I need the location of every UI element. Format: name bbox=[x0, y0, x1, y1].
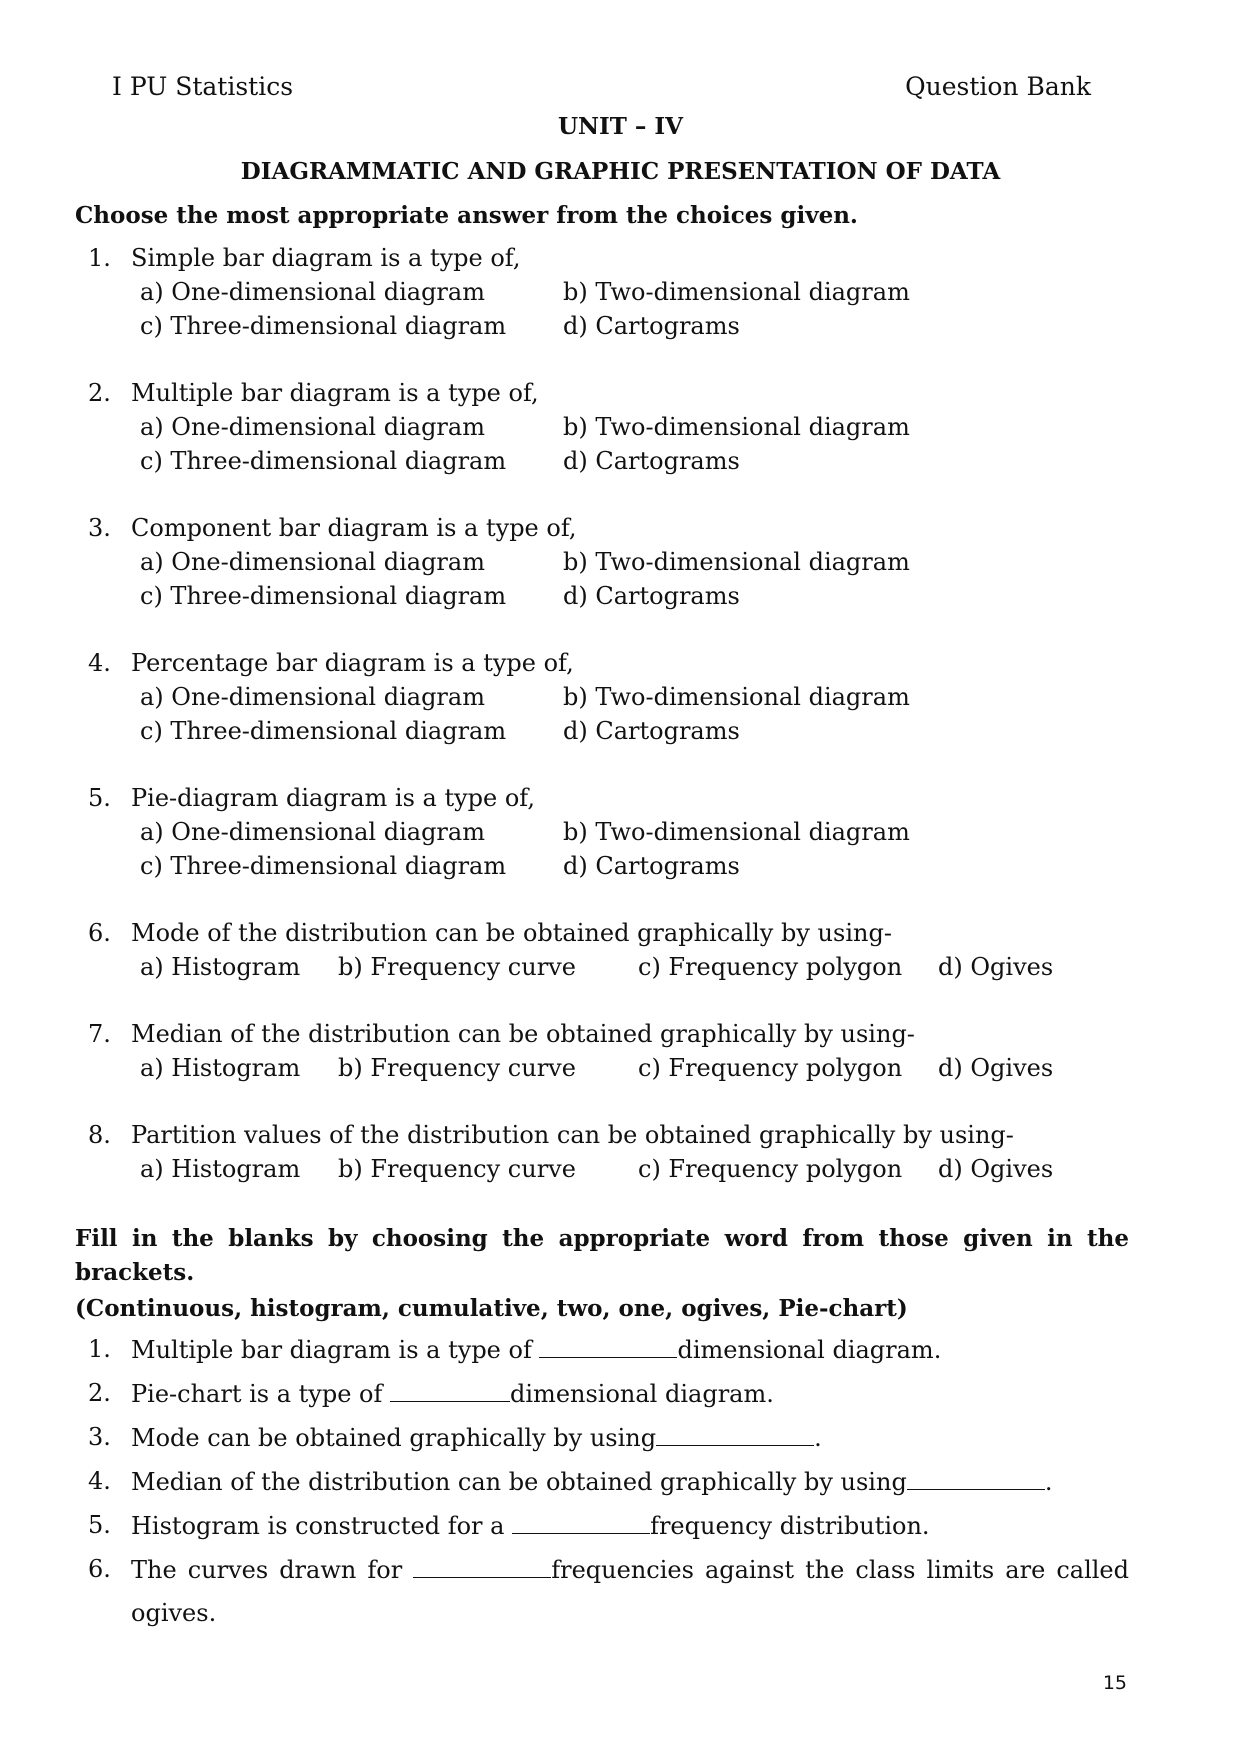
answer-blank[interactable] bbox=[907, 1467, 1045, 1490]
question-text: Pie-diagram diagram is a type of, bbox=[131, 784, 535, 812]
item-text-after: . bbox=[1044, 1468, 1053, 1496]
question-text: Partition values of the distribution can be obtained graphically by using- bbox=[131, 1121, 1014, 1149]
question-number: 4. bbox=[88, 649, 111, 677]
option-d: d) Cartograms bbox=[563, 447, 740, 475]
question-text: Percentage bar diagram is a type of, bbox=[131, 649, 574, 677]
item-number: 1. bbox=[88, 1335, 111, 1363]
fill-item-text bbox=[131, 1555, 1129, 1584]
question-number: 7. bbox=[88, 1020, 111, 1048]
answer-blank[interactable] bbox=[512, 1511, 650, 1534]
answer-blank[interactable] bbox=[656, 1423, 814, 1446]
option-b: b) Two-dimensional diagram bbox=[563, 818, 910, 846]
option-d: d) Cartograms bbox=[563, 717, 740, 745]
option-d: d) Cartograms bbox=[563, 582, 740, 610]
option-d: d) Ogives bbox=[938, 1054, 1054, 1082]
answer-blank[interactable] bbox=[390, 1379, 510, 1402]
option-a: a) Histogram bbox=[140, 1054, 301, 1082]
question-number: 3. bbox=[88, 514, 111, 542]
question-text: Median of the distribution can be obtained graphically by using- bbox=[131, 1020, 915, 1048]
mcq-instruction: Choose the most appropriate answer from the choices given. bbox=[75, 202, 858, 229]
item-text-continuation: ogives. bbox=[131, 1599, 217, 1627]
question-number: 1. bbox=[88, 244, 111, 272]
option-a: a) Histogram bbox=[140, 953, 301, 981]
question-text: Component bar diagram is a type of, bbox=[131, 514, 577, 542]
option-a: a) One-dimensional diagram bbox=[140, 278, 485, 306]
option-a: a) One-dimensional diagram bbox=[140, 683, 485, 711]
option-c: c) Three-dimensional diagram bbox=[140, 852, 507, 880]
question-number: 8. bbox=[88, 1121, 111, 1149]
item-number: 3. bbox=[88, 1423, 111, 1451]
option-c: c) Frequency polygon bbox=[638, 1054, 903, 1082]
fill-instruction-cont: brackets. bbox=[75, 1259, 195, 1286]
option-b: b) Frequency curve bbox=[338, 1054, 576, 1082]
word-choices: (Continuous, histogram, cumulative, two, one, ogives, Pie-chart) bbox=[75, 1295, 908, 1322]
chapter-title: DIAGRAMMATIC AND GRAPHIC PRESENTATION OF DATA bbox=[240, 158, 1001, 185]
item-number: 6. bbox=[88, 1555, 111, 1583]
item-text-after: . bbox=[814, 1424, 822, 1452]
option-c: c) Frequency polygon bbox=[638, 1155, 903, 1183]
page-number: 15 bbox=[1102, 1672, 1127, 1694]
option-b: b) Two-dimensional diagram bbox=[563, 413, 910, 441]
header-subject: I PU Statistics bbox=[112, 72, 294, 101]
item-number: 4. bbox=[88, 1467, 111, 1495]
option-b: b) Two-dimensional diagram bbox=[563, 548, 910, 576]
option-a: a) One-dimensional diagram bbox=[140, 413, 485, 441]
item-text-after: frequency distribution. bbox=[650, 1512, 930, 1540]
item-text-before: Histogram is constructed for a bbox=[131, 1512, 513, 1540]
question-text: Simple bar diagram is a type of, bbox=[131, 244, 521, 272]
unit-heading: UNIT – IV bbox=[557, 113, 684, 140]
item-text-after: frequencies against the class limits are called bbox=[551, 1556, 1129, 1584]
question-number: 2. bbox=[88, 379, 111, 407]
question-text: Mode of the distribution can be obtained graphically by using- bbox=[131, 919, 892, 947]
item-text-after: dimensional diagram. bbox=[677, 1336, 942, 1364]
option-a: a) Histogram bbox=[140, 1155, 301, 1183]
option-b: b) Frequency curve bbox=[338, 953, 576, 981]
option-d: d) Cartograms bbox=[563, 852, 740, 880]
option-b: b) Frequency curve bbox=[338, 1155, 576, 1183]
option-c: c) Three-dimensional diagram bbox=[140, 582, 507, 610]
item-text-after: dimensional diagram. bbox=[510, 1380, 774, 1408]
option-d: d) Ogives bbox=[938, 953, 1054, 981]
option-b: b) Two-dimensional diagram bbox=[563, 278, 910, 306]
fill-instruction: Fill in the blanks by choosing the appropriate word from those given in the bbox=[75, 1225, 1129, 1252]
option-c: c) Three-dimensional diagram bbox=[140, 312, 507, 340]
option-d: d) Cartograms bbox=[563, 312, 740, 340]
item-text-before: The curves drawn for bbox=[131, 1556, 414, 1584]
question-number: 6. bbox=[88, 919, 111, 947]
option-c: c) Three-dimensional diagram bbox=[140, 447, 507, 475]
item-text-before: Mode can be obtained graphically by using bbox=[131, 1424, 657, 1452]
answer-blank[interactable] bbox=[413, 1555, 551, 1578]
answer-blank[interactable] bbox=[539, 1335, 677, 1358]
item-text-before: Multiple bar diagram is a type of bbox=[131, 1336, 540, 1364]
item-text-before: Pie-chart is a type of bbox=[131, 1380, 391, 1408]
item-number: 2. bbox=[88, 1379, 111, 1407]
option-a: a) One-dimensional diagram bbox=[140, 548, 485, 576]
option-b: b) Two-dimensional diagram bbox=[563, 683, 910, 711]
item-text-before: Median of the distribution can be obtained graphically by using bbox=[131, 1468, 907, 1496]
option-c: c) Three-dimensional diagram bbox=[140, 717, 507, 745]
header-doc-type: Question Bank bbox=[905, 72, 1091, 101]
option-d: d) Ogives bbox=[938, 1155, 1054, 1183]
item-number: 5. bbox=[88, 1511, 111, 1539]
question-text: Multiple bar diagram is a type of, bbox=[131, 379, 539, 407]
option-a: a) One-dimensional diagram bbox=[140, 818, 485, 846]
question-number: 5. bbox=[88, 784, 111, 812]
option-c: c) Frequency polygon bbox=[638, 953, 903, 981]
